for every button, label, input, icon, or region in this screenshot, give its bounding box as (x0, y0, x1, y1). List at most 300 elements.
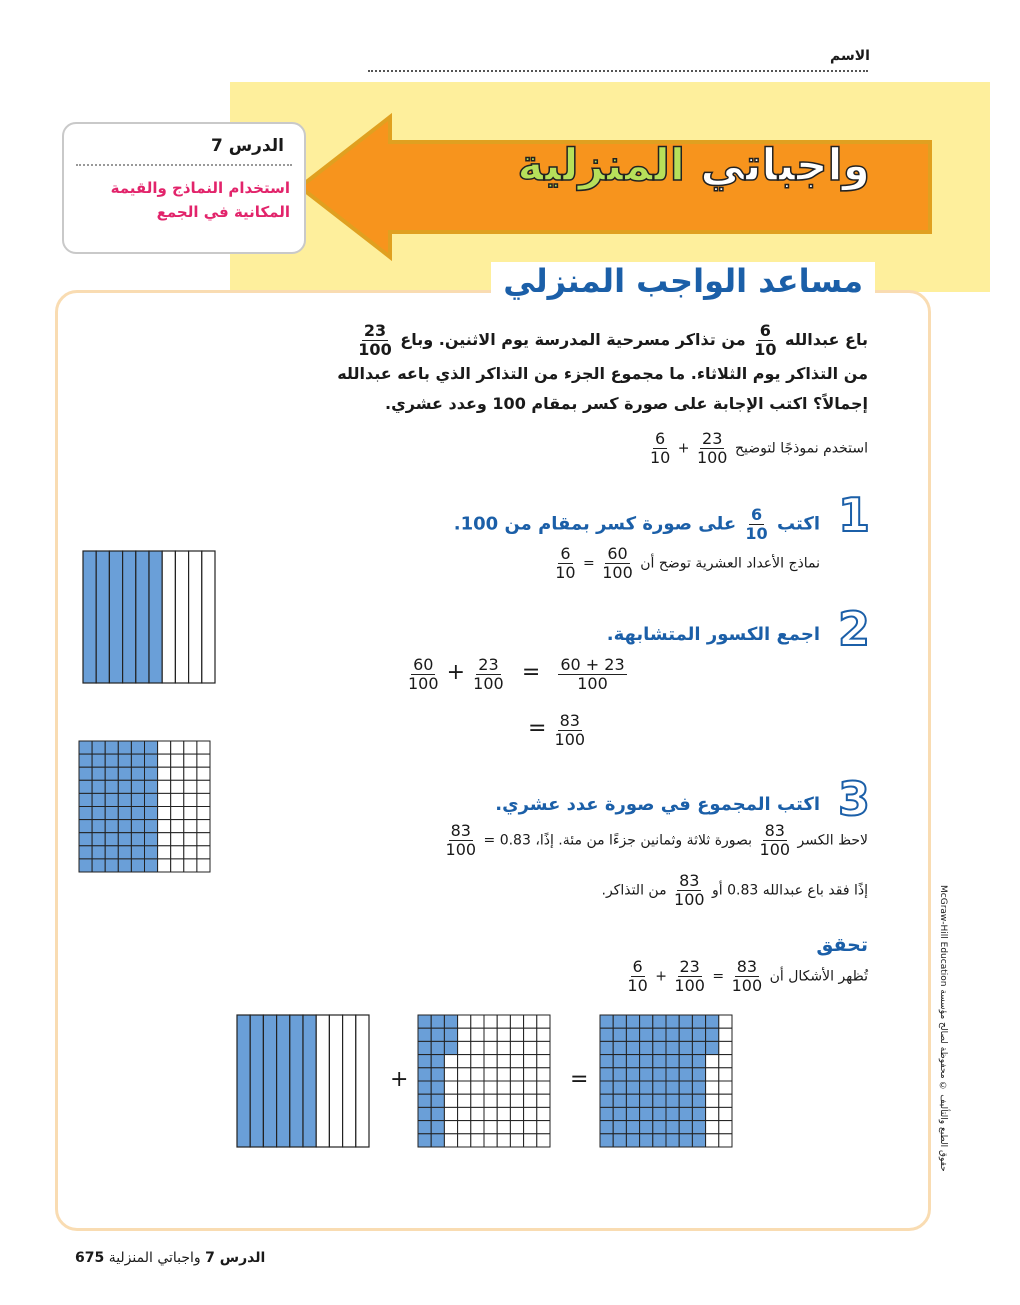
empty-hundredth (497, 1107, 510, 1120)
shaded-hundredth (118, 767, 131, 780)
shaded-hundredth (92, 807, 105, 820)
shaded-hundredth (600, 1028, 613, 1041)
shaded-hundredth (92, 859, 105, 872)
step-1-eq-left: $\frac{60}{100}$ (602, 544, 633, 582)
empty-hundredth (471, 1094, 484, 1107)
shaded-hundredth (613, 1121, 626, 1134)
empty-hundredth (444, 1068, 457, 1081)
shaded-hundredth (679, 1015, 692, 1028)
empty-hundredth (171, 820, 184, 833)
empty-hundredth (444, 1094, 457, 1107)
lesson-card (62, 122, 306, 254)
shaded-tenth (149, 551, 162, 683)
shaded-hundredth (79, 793, 92, 806)
shaded-hundredth (600, 1015, 613, 1028)
empty-hundredth (497, 1134, 510, 1147)
step-1-desc (552, 545, 820, 582)
empty-tenth (162, 551, 175, 683)
empty-hundredth (171, 833, 184, 846)
empty-hundredth (497, 1094, 510, 1107)
shaded-hundredth (131, 741, 144, 754)
tenths-model-check (236, 1014, 370, 1148)
empty-hundredth (458, 1068, 471, 1081)
empty-hundredth (510, 1094, 523, 1107)
empty-tenth (189, 551, 202, 683)
step-2-number: 2 (837, 602, 870, 656)
empty-hundredth (171, 807, 184, 820)
empty-hundredth (197, 820, 210, 833)
shaded-hundredth (145, 793, 158, 806)
empty-hundredth (197, 767, 210, 780)
problem-text-d: إجمالاً؟ اكتب الإجابة على صورة كسر بمقام 100 وعدد عشري. (385, 394, 868, 413)
step-3-line2-a: إذًا فقد باع عبدالله 0.83 أو (712, 882, 868, 899)
shaded-hundredth (131, 793, 144, 806)
empty-hundredth (171, 767, 184, 780)
empty-hundredth (484, 1055, 497, 1068)
shaded-hundredth (145, 741, 158, 754)
empty-hundredth (524, 1068, 537, 1081)
empty-hundredth (471, 1041, 484, 1054)
shaded-hundredth (692, 1121, 705, 1134)
shaded-hundredth (145, 820, 158, 833)
shaded-hundredth (666, 1015, 679, 1028)
shaded-hundredth (145, 833, 158, 846)
empty-hundredth (719, 1134, 732, 1147)
empty-hundredth (458, 1081, 471, 1094)
check-b: $\frac{23}{100}$ (674, 957, 705, 995)
shaded-hundredth (105, 767, 118, 780)
shaded-hundredth (105, 741, 118, 754)
shaded-hundredth (600, 1107, 613, 1120)
shaded-hundredth (706, 1015, 719, 1028)
empty-hundredth (184, 754, 197, 767)
empty-hundredth (197, 793, 210, 806)
shaded-hundredth (640, 1015, 653, 1028)
shaded-hundredth (131, 807, 144, 820)
empty-hundredth (471, 1121, 484, 1134)
page-title (517, 140, 870, 191)
empty-hundredth (510, 1081, 523, 1094)
shaded-hundredth (613, 1094, 626, 1107)
shaded-tenth (136, 551, 149, 683)
model-frac-6-10: $\frac{6}{10}$ (649, 429, 671, 467)
shaded-hundredth (679, 1107, 692, 1120)
empty-hundredth (719, 1015, 732, 1028)
empty-hundredth (719, 1028, 732, 1041)
shaded-hundredth (431, 1068, 444, 1081)
shaded-hundredth (145, 780, 158, 793)
name-label: الاسم (830, 48, 870, 64)
step-2-equation (405, 656, 630, 693)
shaded-hundredth (92, 820, 105, 833)
problem-text (208, 322, 868, 419)
empty-hundredth (158, 807, 171, 820)
empty-hundredth (471, 1015, 484, 1028)
empty-hundredth (471, 1068, 484, 1081)
step-3-frac2: $\frac{83}{100}$ (445, 821, 477, 859)
shaded-hundredth (653, 1134, 666, 1147)
shaded-hundredth (692, 1068, 705, 1081)
shaded-hundredth (431, 1015, 444, 1028)
shaded-hundredth (131, 846, 144, 859)
shaded-hundredth (431, 1028, 444, 1041)
empty-hundredth (184, 807, 197, 820)
empty-hundredth (158, 741, 171, 754)
shaded-hundredth (653, 1055, 666, 1068)
shaded-hundredth (431, 1107, 444, 1120)
name-field[interactable] (368, 70, 868, 72)
empty-hundredth (184, 833, 197, 846)
empty-hundredth (497, 1041, 510, 1054)
step-2-a: $\frac{60}{100}$ (408, 655, 439, 693)
empty-hundredth (537, 1028, 550, 1041)
empty-hundredth (524, 1055, 537, 1068)
empty-hundredth (537, 1134, 550, 1147)
step-2-b: $\frac{23}{100}$ (473, 655, 504, 693)
model-line (208, 430, 868, 467)
check-c: $\frac{83}{100}$ (731, 957, 763, 995)
shaded-hundredth (92, 767, 105, 780)
shaded-hundredth (79, 780, 92, 793)
empty-hundredth (444, 1055, 457, 1068)
shaded-hundredth (666, 1121, 679, 1134)
empty-hundredth (171, 846, 184, 859)
shaded-hundredth (131, 754, 144, 767)
shaded-hundredth (105, 793, 118, 806)
side-credit (928, 885, 948, 1185)
shaded-hundredth (679, 1094, 692, 1107)
shaded-hundredth (626, 1015, 639, 1028)
shaded-hundredth (640, 1094, 653, 1107)
empty-hundredth (510, 1055, 523, 1068)
empty-hundredth (706, 1134, 719, 1147)
empty-hundredth (719, 1041, 732, 1054)
empty-tenth (356, 1015, 369, 1147)
empty-hundredth (524, 1015, 537, 1028)
empty-tenth (175, 551, 188, 683)
shaded-hundredth (92, 793, 105, 806)
shaded-tenth (303, 1015, 316, 1147)
footer-text: واجباتي المنزلية (108, 1250, 201, 1266)
hundredths-model-step1 (78, 740, 211, 873)
empty-hundredth (197, 741, 210, 754)
empty-hundredth (497, 1028, 510, 1041)
shaded-hundredth (105, 780, 118, 793)
empty-hundredth (484, 1015, 497, 1028)
step-3-line1-a: لاحظ الكسر (797, 832, 868, 849)
empty-hundredth (458, 1015, 471, 1028)
shaded-hundredth (666, 1107, 679, 1120)
title-part2: المنزلية (517, 140, 685, 191)
empty-hundredth (524, 1094, 537, 1107)
empty-hundredth (537, 1055, 550, 1068)
step-2-result (528, 712, 588, 749)
shaded-hundredth (92, 846, 105, 859)
shaded-hundredth (105, 833, 118, 846)
shaded-hundredth (626, 1068, 639, 1081)
empty-hundredth (719, 1055, 732, 1068)
footer-lesson: الدرس 7 (205, 1250, 266, 1266)
shaded-hundredth (692, 1028, 705, 1041)
shaded-hundredth (118, 820, 131, 833)
empty-hundredth (497, 1068, 510, 1081)
shaded-hundredth (640, 1081, 653, 1094)
empty-hundredth (444, 1107, 457, 1120)
fraction-6-10: $\frac{6}{10}$ (754, 321, 777, 359)
empty-hundredth (706, 1068, 719, 1081)
shaded-hundredth (666, 1041, 679, 1054)
shaded-hundredth (600, 1081, 613, 1094)
equals-sign: = (521, 660, 541, 685)
fraction-23-100: $\frac{23}{100}$ (358, 321, 392, 359)
shaded-hundredth (666, 1094, 679, 1107)
empty-hundredth (484, 1094, 497, 1107)
shaded-hundredth (626, 1081, 639, 1094)
empty-hundredth (510, 1068, 523, 1081)
empty-hundredth (458, 1041, 471, 1054)
step-1-fraction: $\frac{6}{10}$ (745, 505, 768, 543)
shaded-tenth (237, 1015, 250, 1147)
shaded-hundredth (79, 767, 92, 780)
shaded-hundredth (692, 1134, 705, 1147)
empty-hundredth (484, 1028, 497, 1041)
shaded-hundredth (613, 1015, 626, 1028)
step-3-frac1: $\frac{83}{100}$ (759, 821, 791, 859)
shaded-hundredth (640, 1134, 653, 1147)
shaded-hundredth (653, 1028, 666, 1041)
shaded-hundredth (92, 741, 105, 754)
empty-hundredth (497, 1081, 510, 1094)
shaded-hundredth (679, 1055, 692, 1068)
empty-tenth (316, 1015, 329, 1147)
empty-hundredth (171, 754, 184, 767)
shaded-hundredth (613, 1028, 626, 1041)
shaded-hundredth (679, 1121, 692, 1134)
empty-hundredth (537, 1081, 550, 1094)
hundredths-model-check-23 (417, 1014, 551, 1148)
shaded-hundredth (79, 833, 92, 846)
shaded-hundredth (653, 1081, 666, 1094)
empty-hundredth (497, 1055, 510, 1068)
shaded-hundredth (418, 1041, 431, 1054)
empty-hundredth (524, 1041, 537, 1054)
shaded-hundredth (118, 741, 131, 754)
shaded-hundredth (444, 1015, 457, 1028)
shaded-hundredth (626, 1121, 639, 1134)
shaded-hundredth (418, 1107, 431, 1120)
empty-hundredth (171, 859, 184, 872)
step-1-number: 1 (837, 488, 870, 542)
empty-hundredth (158, 859, 171, 872)
empty-hundredth (537, 1015, 550, 1028)
empty-hundredth (197, 807, 210, 820)
empty-hundredth (719, 1121, 732, 1134)
shaded-hundredth (692, 1055, 705, 1068)
empty-hundredth (184, 820, 197, 833)
empty-hundredth (524, 1028, 537, 1041)
empty-hundredth (537, 1107, 550, 1120)
shaded-hundredth (613, 1068, 626, 1081)
shaded-hundredth (418, 1028, 431, 1041)
equals-sign: = (528, 716, 547, 741)
shaded-hundredth (640, 1028, 653, 1041)
empty-hundredth (510, 1028, 523, 1041)
title-part1: واجباتي (700, 140, 870, 191)
shaded-hundredth (613, 1134, 626, 1147)
empty-hundredth (524, 1081, 537, 1094)
shaded-hundredth (653, 1107, 666, 1120)
equals-sign: = (712, 968, 725, 985)
shaded-hundredth (92, 833, 105, 846)
empty-tenth (202, 551, 215, 683)
shaded-hundredth (666, 1081, 679, 1094)
shaded-hundredth (418, 1055, 431, 1068)
shaded-hundredth (131, 767, 144, 780)
empty-tenth (329, 1015, 342, 1147)
empty-hundredth (706, 1081, 719, 1094)
shaded-tenth (96, 551, 109, 683)
step-1-title (454, 506, 820, 543)
shaded-tenth (109, 551, 122, 683)
shaded-hundredth (679, 1041, 692, 1054)
empty-hundredth (184, 767, 197, 780)
shaded-hundredth (105, 754, 118, 767)
empty-hundredth (706, 1121, 719, 1134)
step-2-title: اجمع الكسور المتشابهة. (606, 624, 820, 645)
step-3-line2 (602, 872, 869, 909)
shaded-hundredth (431, 1055, 444, 1068)
shaded-hundredth (431, 1134, 444, 1147)
shaded-tenth (263, 1015, 276, 1147)
shaded-hundredth (118, 807, 131, 820)
empty-hundredth (197, 780, 210, 793)
empty-hundredth (444, 1134, 457, 1147)
shaded-tenth (277, 1015, 290, 1147)
shaded-hundredth (118, 780, 131, 793)
shaded-hundredth (131, 780, 144, 793)
empty-hundredth (197, 754, 210, 767)
shaded-hundredth (431, 1121, 444, 1134)
shaded-hundredth (145, 767, 158, 780)
empty-hundredth (458, 1134, 471, 1147)
empty-hundredth (484, 1081, 497, 1094)
step-3-line1-b: بصورة ثلاثة وثمانين جزءًا من مئة. إذًا، 0.83 = (483, 832, 753, 849)
shaded-hundredth (600, 1094, 613, 1107)
shaded-hundredth (613, 1055, 626, 1068)
empty-hundredth (706, 1094, 719, 1107)
shaded-hundredth (444, 1041, 457, 1054)
shaded-hundredth (92, 780, 105, 793)
shaded-hundredth (600, 1121, 613, 1134)
empty-hundredth (497, 1015, 510, 1028)
empty-hundredth (497, 1121, 510, 1134)
shaded-hundredth (613, 1041, 626, 1054)
empty-hundredth (537, 1068, 550, 1081)
shaded-hundredth (640, 1055, 653, 1068)
model-equals: = (570, 1067, 589, 1092)
shaded-hundredth (692, 1041, 705, 1054)
empty-hundredth (537, 1121, 550, 1134)
shaded-tenth (250, 1015, 263, 1147)
step-2-sum: $\frac{60 + 23}{100}$ (560, 655, 625, 693)
shaded-hundredth (444, 1028, 457, 1041)
shaded-hundredth (418, 1068, 431, 1081)
empty-hundredth (471, 1028, 484, 1041)
shaded-hundredth (105, 807, 118, 820)
lesson-number: الدرس 7 (210, 136, 284, 156)
publisher: McGraw-Hill Education (938, 885, 948, 987)
empty-hundredth (471, 1055, 484, 1068)
empty-hundredth (184, 780, 197, 793)
shaded-hundredth (653, 1041, 666, 1054)
step-3-line1 (443, 822, 868, 859)
shaded-hundredth (418, 1015, 431, 1028)
check-text: تُظهر الأشكال أن (769, 968, 868, 985)
empty-hundredth (524, 1107, 537, 1120)
empty-hundredth (537, 1094, 550, 1107)
footer (75, 1250, 265, 1266)
empty-hundredth (184, 741, 197, 754)
shaded-hundredth (679, 1134, 692, 1147)
empty-hundredth (524, 1121, 537, 1134)
empty-hundredth (184, 846, 197, 859)
shaded-hundredth (79, 846, 92, 859)
shaded-hundredth (418, 1121, 431, 1134)
shaded-hundredth (431, 1094, 444, 1107)
empty-hundredth (158, 754, 171, 767)
empty-tenth (343, 1015, 356, 1147)
empty-hundredth (484, 1041, 497, 1054)
shaded-hundredth (431, 1081, 444, 1094)
shaded-hundredth (79, 754, 92, 767)
step-3-title: اكتب المجموع في صورة عدد عشري. (495, 794, 820, 815)
empty-hundredth (197, 833, 210, 846)
lesson-subtitle: استخدام النماذج والقيمة المكانية في الجمع (110, 179, 290, 221)
shaded-hundredth (626, 1055, 639, 1068)
shaded-hundredth (118, 793, 131, 806)
plus-sign: + (677, 440, 690, 457)
shaded-hundredth (626, 1134, 639, 1147)
shaded-hundredth (613, 1107, 626, 1120)
empty-hundredth (719, 1107, 732, 1120)
shaded-hundredth (118, 833, 131, 846)
shaded-hundredth (666, 1134, 679, 1147)
shaded-hundredth (145, 754, 158, 767)
empty-hundredth (171, 741, 184, 754)
empty-hundredth (719, 1068, 732, 1081)
shaded-hundredth (118, 859, 131, 872)
shaded-hundredth (653, 1121, 666, 1134)
empty-hundredth (484, 1068, 497, 1081)
tenths-model-step1 (82, 550, 216, 684)
empty-hundredth (171, 780, 184, 793)
empty-hundredth (158, 833, 171, 846)
shaded-hundredth (692, 1015, 705, 1028)
empty-hundredth (471, 1081, 484, 1094)
problem-text-b: من تذاكر مسرحية المدرسة يوم الاثنين. وباع (400, 330, 746, 349)
shaded-hundredth (79, 807, 92, 820)
empty-hundredth (706, 1055, 719, 1068)
rights: حقوق الطبع والتأليف © محفوظة لصالح مؤسسة (938, 989, 948, 1172)
check-a: $\frac{6}{10}$ (627, 957, 648, 995)
empty-hundredth (458, 1028, 471, 1041)
shaded-hundredth (640, 1121, 653, 1134)
empty-hundredth (510, 1134, 523, 1147)
shaded-hundredth (640, 1041, 653, 1054)
shaded-tenth (123, 551, 136, 683)
model-frac-23-100: $\frac{23}{100}$ (696, 429, 728, 467)
shaded-tenth (290, 1015, 303, 1147)
